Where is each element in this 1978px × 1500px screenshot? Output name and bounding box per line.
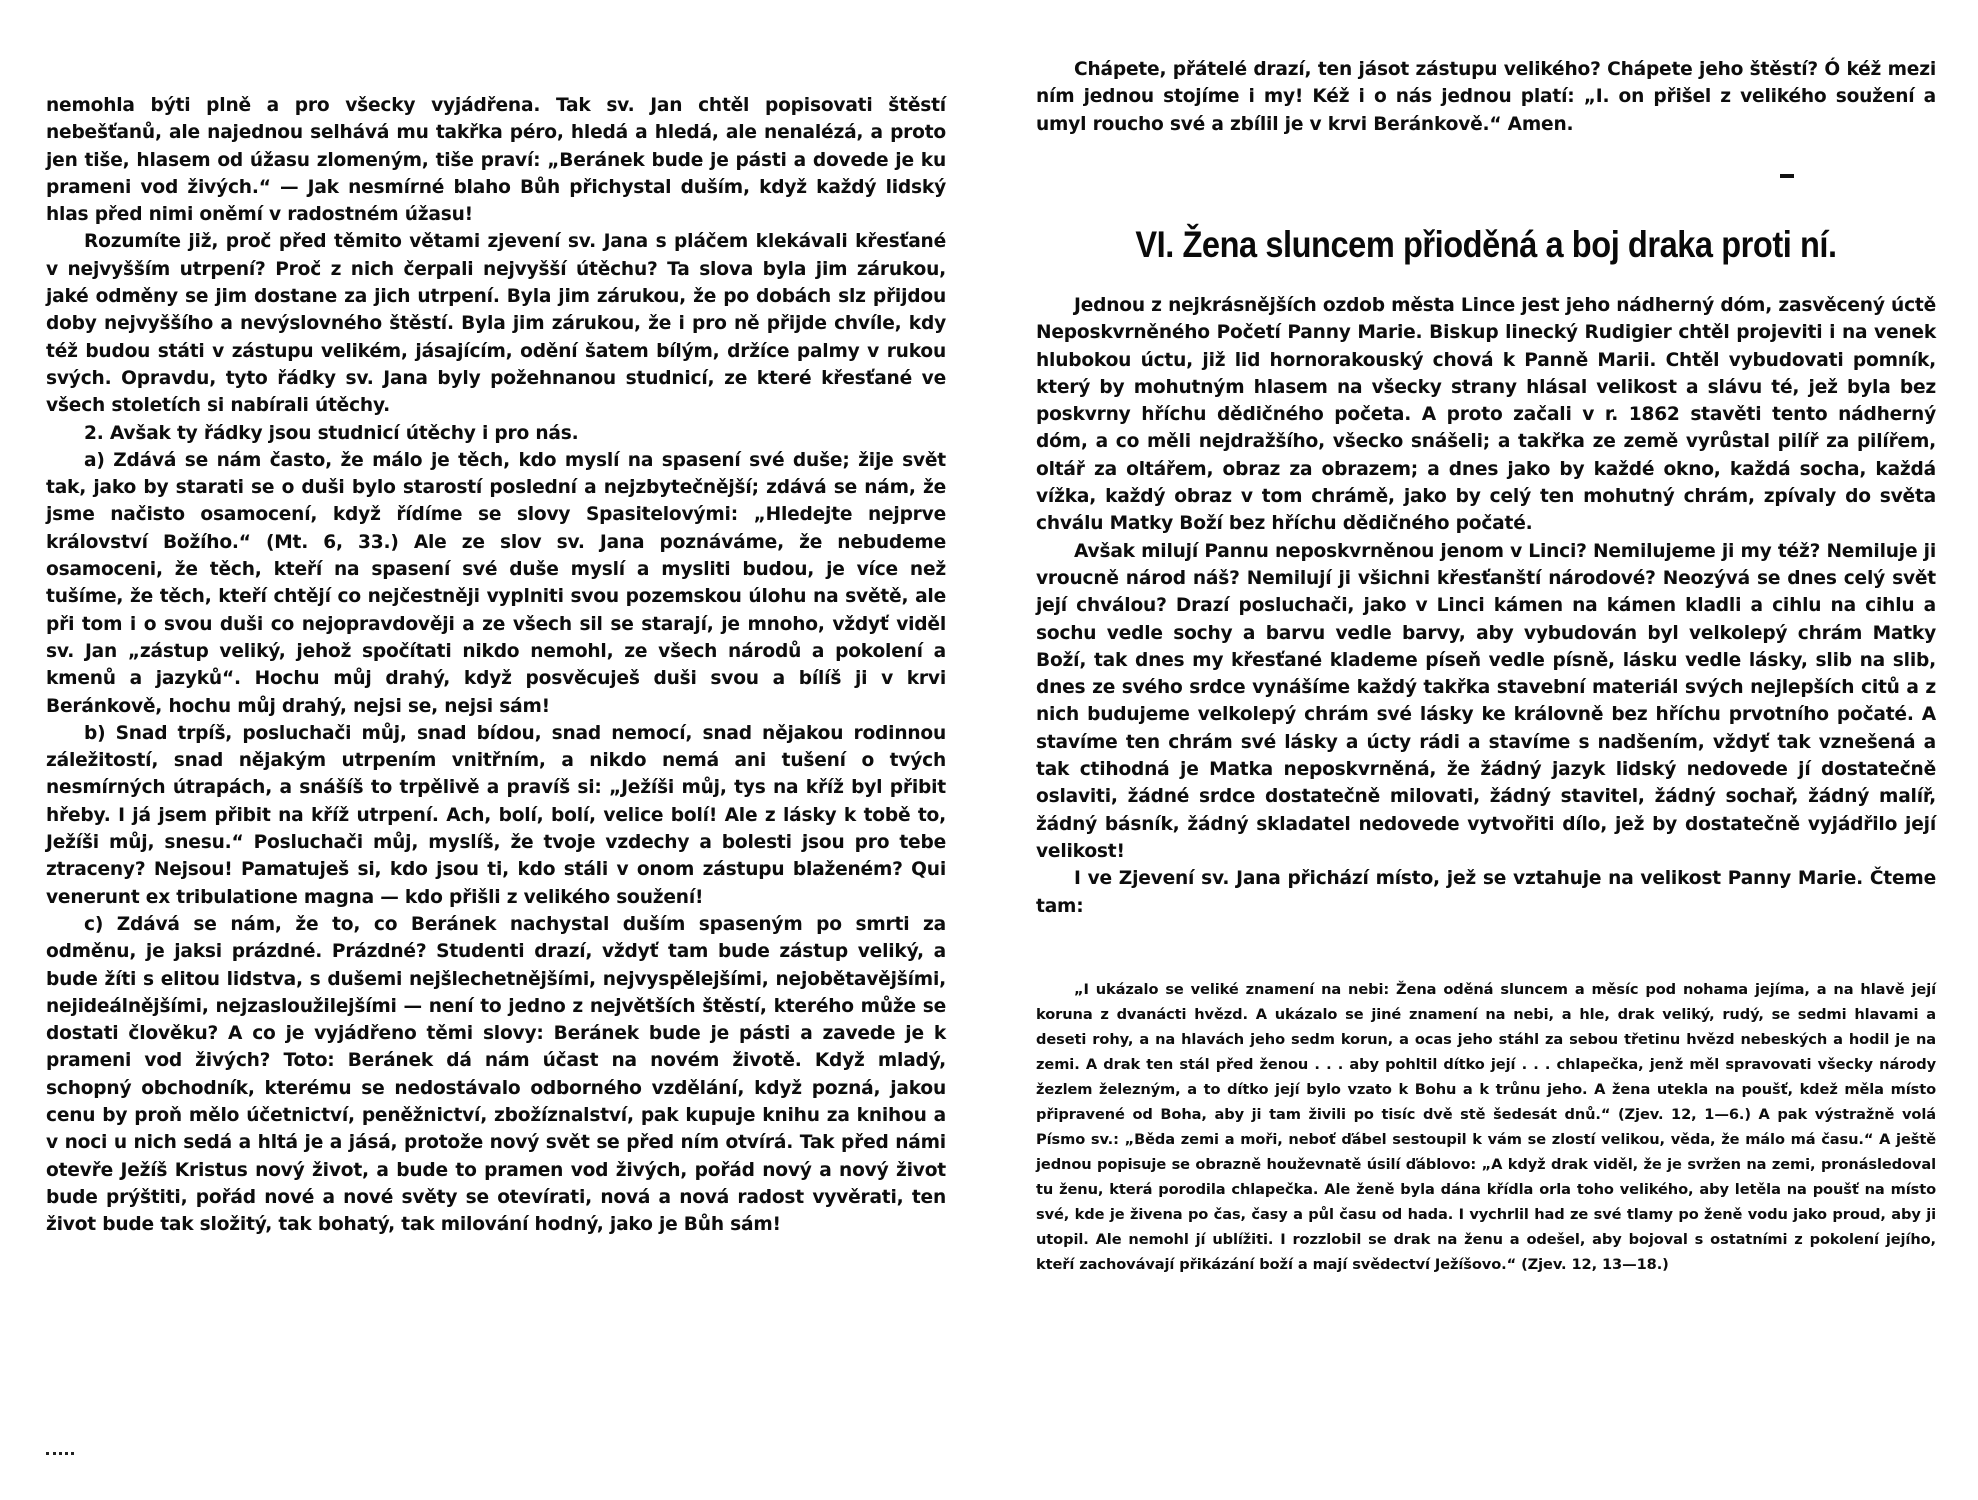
left-paragraph: Rozumíte již, proč před těmito větami zjevení sv. Jana s pláčem klekávali křesťané v nejvyšším utrpení? Proč z nich čerpali nejvyšší útěchu? Ta slova byla jim zárukou, jaké odměny se jim dostane za jich utrpení. Byla jim zárukou, že po dobách slz přijdou doby nejvyššího a nevýslovného štěstí. Byla jim zárukou, že i pro ně přijde chvíle, kdy též budou státi v zástupu velikém, jásajícím, odění šatem bílým, držíce palmy v rukou svých. Opravdu, tyto řádky sv. Jana byly požehnanou studnicí, ze které křesťané ve všech stoletích si nabírali útěchy. — [46, 231, 946, 417]
scripture-quote — [1036, 977, 1936, 1277]
chapter-heading: VI. Žena sluncem přioděná a boj draka proti ní. — [1135, 224, 1837, 265]
left-paragraph: nemohla býti plně a pro všecky vyjádřena. Tak sv. Jan chtěl popisovati štěstí nebešťanů, ale najednou selhává mu takřka péro, hledá a hledá, ale nenalézá, a proto jen tiše, hlasem od úžasu zlomeným, tiše praví: „Beránek bude je pásti a dovede je ku prameni vod živých.“ — Jak nesmírné blaho Bůh přichystal duším, když každý lidský hlas před nimi oněmí v radostném úžasu! — [46, 95, 946, 226]
right-paragraph: Avšak milují Pannu neposkvrněnou jenom v Linci? Nemilujeme ji my též? Nemiluje ji vroucně národ náš? Nemilují ji všichni křesťanští národové? Neozývá se dnes celý svět její chválou? Drazí posluchači, jako v Linci kámen na kámen kladli a cihlu na cihlu a sochu vedle sochy a barvu vedle barvy, aby vybudován byl velkolepý chrám Matky Boží, tak dnes my křesťané klademe píseň vedle písně, lásku vedle lásky, slib na slib, dnes ze svého srdce vynášíme každý takřka stavební materiál svých nejlepších citů a z nich budujeme velkolepý chrám své lásky ke královně bez hříchu prvotního počaté. A stavíme ten chrám své lásky a úcty rádi a stavíme s nadšením, vždyť tak vznešená a tak ctihodná je Matka neposkvrněná, že žádný jazyk lidský nedovede jí dostatečně oslaviti, žádné srdce dostatečně milovati, žádný stavitel, žádný sochař, žádný malíř, žádný básník, žádný skladatel nedovede vytvořiti dílo, jež by dostatečně vyjádřilo její velikost! — [1036, 540, 1936, 862]
right-paragraph: I ve Zjevení sv. Jana přichází místo, jež se vztahuje na velikost Panny Marie. Čteme tam: — [1036, 868, 1936, 917]
left-page-text — [46, 92, 946, 1238]
left-paragraph: b) Snad trpíš, posluchači můj, snad bídou, snad nemocí, snad nějakou rodinnou záležitostí, snad nějakým utrpením vnitřním, a nikdo nemá ani tušení o tvých nesmírných útrapách, a snášíš to trpělivě a pravíš si: „Ježíši můj, tys na kříž byl přibit hřeby. I já jsem přibit na kříž utrpení. Ach, bolí, bolí, velice bolí! Ale z lásky k tobě to, Ježíši můj, snesu.“ Posluchači můj, myslíš, že tvoje vzdechy a bolesti jsou pro tebe ztraceny? Nejsou! Pamatuješ si, kdo jsou ti, kdo stáli v onom zástupu blaženém? Qui venerunt ex tribulatione magna — kdo přišli z velikého soužení! — [46, 722, 946, 908]
page-number-mark — [46, 1452, 74, 1459]
section-divider — [1780, 174, 1794, 178]
right-top-paragraph: Chápete, přátelé drazí, ten jásot zástupu velikého? Chápete jeho štěstí? Ó kéž mezi ním jednou stojíme i my! Kéž i o nás jednou platí: „I. on přišel z velikého soužení a umyl roucho své a zbílil je v krvi Beránkově.“ Amen. — [1036, 59, 1936, 135]
quote-paragraph: „I ukázalo se veliké znamení na nebi: Žena oděná sluncem a měsíc pod nohama jejíma, a na hlavě její koruna z dvanácti hvězd. A ukázalo se jiné znamení na nebi, a hle, drak veliký, rudý, se sedmi hlavami a deseti rohy, a na hlavách jeho sedm korun, a ocas jeho stáhl za sebou třetinu hvězd nebeských a hodil je na zemi. A drak ten stál před ženou . . . aby pohltil dítko její . . . chlapečka, jenž měl spravovati všecky národy žezlem železným, a to dítko její bylo vzato k Bohu a k trůnu jeho. A žena utekla na poušť, kdež měla místo připravené od Boha, aby ji tam živili po tisíc dvě stě šedesát dnů.“ (Zjev. 12, 1—6.) A pak výstražně volá Písmo sv.: „Běda zemi a moři, neboť ďábel sestoupil k vám se zlostí velikou, věda, že málo má času.“ A ještě jednou popisuje se obrazně houževnatě úsilí ďáblovo: „A když drak viděl, že je svržen na zemi, pronásledoval tu ženu, která porodila chlapečka. Ale ženě byla dána křídla orla toho velikého, aby letěla na poušť na místo své, kde je živena po čas, časy a půl času od hada. I vychrlil had ze své tlamy po ženě vodu jako proud, aby ji utopil. Ale nemohl jí ublížiti. I rozzlobil se drak na ženu a odešel, aby bojoval s ostatními z pokolení jejího, kteří zachovávají přikázání boží a mají svědectví Ježíšovo.“ (Zjev. 12, 13—18.) — [1036, 981, 1936, 1273]
right-paragraph: Jednou z nejkrásnějších ozdob města Lince jest jeho nádherný dóm, zasvěcený úctě Neposkvrněného Početí Panny Marie. Biskup linecký Rudigier chtěl projeviti i na venek hlubokou úctu, již lid hornorakouský chová k Panně Marii. Chtěl vybudovati pomník, který by mohutným hlasem na všecky strany hlásal velikost a slávu té, jež byla bez poskvrny hříchu dědičného početa. A proto začali v r. 1862 stavěti tento nádherný dóm, a co měli nejdražšího, všecko snášeli; a takřka ze země vyrůstal pilíř za pilířem, oltář za oltářem, obraz za obrazem; a dnes jako by každé okno, každá socha, každá vížka, každý obraz v tom chrámě, jako by celý ten mohutný chrám, zpívaly do světa chválu Matky Boží bez hříchu dědičného počaté. — [1036, 295, 1936, 535]
right-page-text — [1036, 292, 1936, 920]
right-page-top-text — [1036, 56, 1936, 138]
left-paragraph: a) Zdává se nám často, že málo je těch, kdo myslí na spasení své duše; žije svět tak, jako by starati se o duši bylo starostí poslední a nejzbytečnější; zdává se nám, že jsme načisto osamocení, když řídíme se slovy Spasitelovými: „Hledejte nejprve království Božího.“ (Mt. 6, 33.) Ale ze slov sv. Jana poznáváme, že nebudeme osamoceni, že těch, kteří na spasení své duše myslí a mysliti budou, je více než tušíme, že těch, kteří chtějí co nejčestněji vyplniti svou pozemskou úlohu na světě, ale při tom i o svou duši co nejopravdověji a ze všech sil se starají, je mnoho, vždyť viděl sv. Jan „zástup veliký, jehož spočítati nikdo nemohl, ze všech národů a pokolení a kmenů a jazyků“. Hochu můj drahý, když posvěcuješ duši svou a bílíš ji v krvi Beránkově, hochu můj drahý, nejsi se, nejsi sám! — [46, 449, 946, 717]
left-paragraph: c) Zdává se nám, že to, co Beránek nachystal duším spaseným po smrti za odměnu, je jaksi prázdné. Prázdné? Studenti drazí, vždyť tam bude zástup veliký, a bude žíti s elitou lidstva, s dušemi nejšlechetnějšími, nejvyspělejšími, nejobětavějšími, nejideálnějšími, nejzasloužilejšími — není to jedno z největších štěstí, kterého může se dostati člověku? A co je vyjádřeno těmi slovy: Beránek bude je pásti a zavede je k prameni vod živých? Toto: Beránek dá nám účast na novém životě. Když mladý, schopný obchodník, kterému se nedostávalo odborného vzdělání, když pozná, jakou cenu by proň mělo účetnictví, peněžnictví, zbožíznalství, pak kupuje knihu za knihou a v noci u nich sedá a hltá je a jásá, protože nový svět se před ním otvírá. Tak před námi otevře Ježíš Kristus nový život, a bude to pramen vod živých, pořád nový a nový život bude prýštiti, pořád nové a nové světy se otevírati, nová a nová radost vyvěrati, ten život bude tak složitý, tak bohatý, tak milování hodný, jako je Bůh sám! — [46, 913, 946, 1236]
left-paragraph: 2. Avšak ty řádky jsou studnicí útěchy i pro nás. — [84, 422, 579, 444]
